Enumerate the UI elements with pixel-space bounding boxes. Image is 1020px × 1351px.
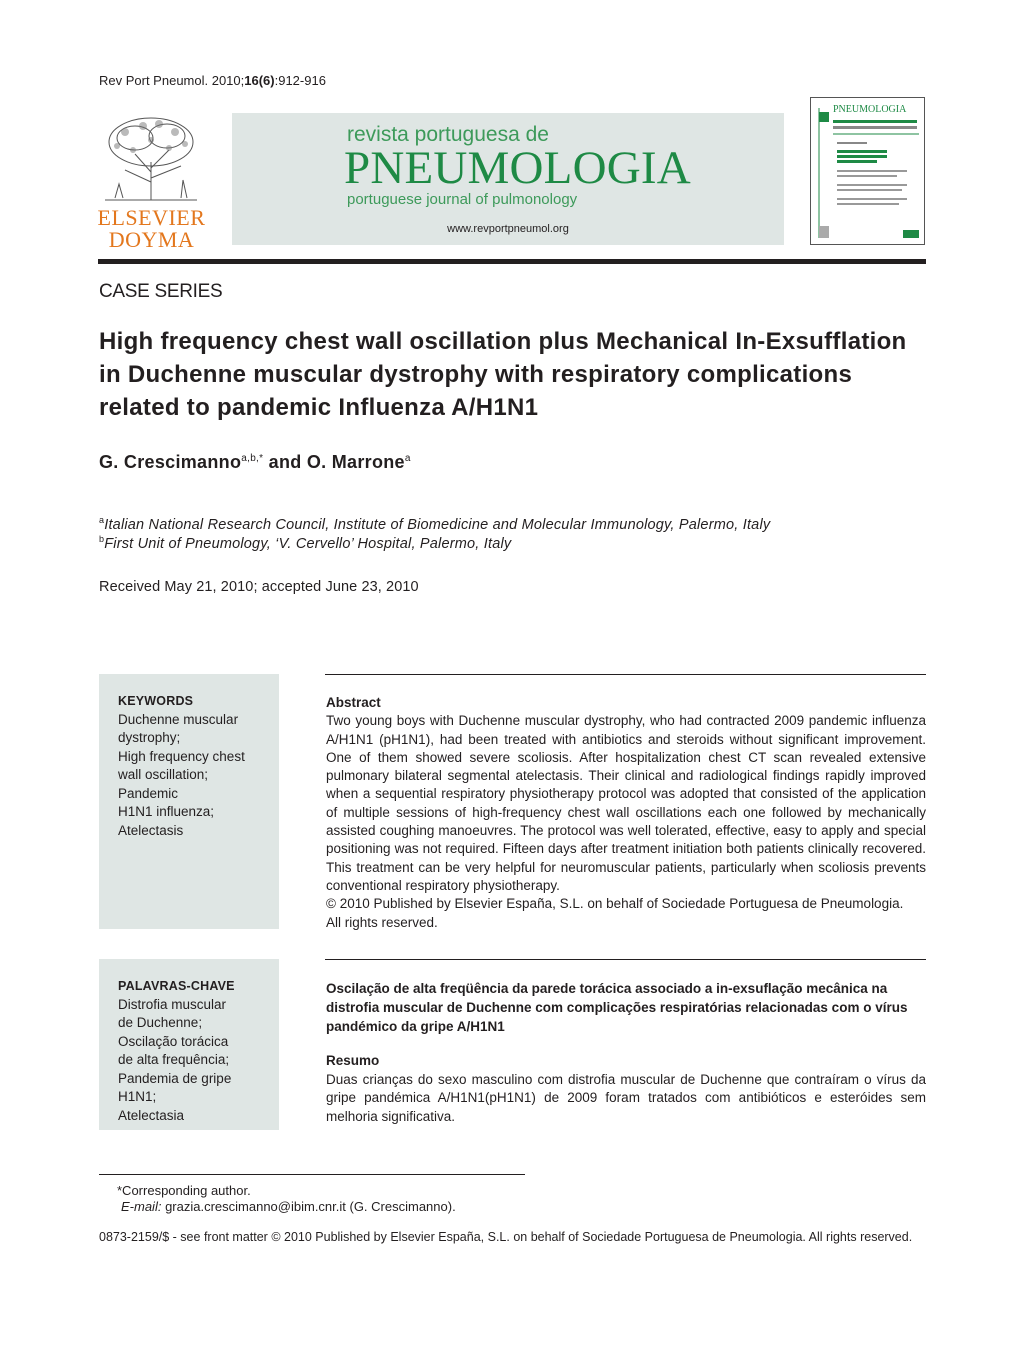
author-affiliation-marker: a — [404, 453, 411, 464]
footnote-rule — [99, 1174, 525, 1175]
journal-url[interactable]: www.revportpneumol.org — [447, 223, 569, 235]
received-dates: Received May 21, 2010; accepted June 23, 2010 — [99, 579, 419, 595]
citation-journal: Rev Port Pneumol. 2010; — [99, 73, 245, 88]
palavra-line: Atelectasia — [118, 1107, 185, 1123]
journal-banner — [232, 113, 784, 245]
resumo-heading: Resumo — [326, 1053, 380, 1068]
email-label: E-mail: — [121, 1199, 162, 1214]
citation-volume: 16(6) — [244, 73, 275, 88]
article-title: High frequency chest wall oscillation plus Mechanical In-Exsufflation in Duchenne muscular dystrophy with respiratory complications related to pandemic Influenza A/H1N1 — [99, 328, 907, 421]
journal-name: PNEUMOLOGIA — [344, 142, 691, 194]
citation-line — [99, 73, 326, 88]
affiliation-a — [99, 515, 770, 533]
palavras-chave-box — [99, 959, 279, 1130]
palavra-line: de alta frequência; — [118, 1052, 230, 1067]
journal-cover-thumbnail — [810, 97, 925, 245]
abstract-rule — [325, 674, 926, 675]
keyword-line: wall oscillation; — [118, 767, 209, 782]
keywords-box — [99, 674, 279, 929]
header-rule — [98, 259, 926, 264]
cover-content-graphic — [811, 98, 924, 244]
citation-pages: :912-916 — [274, 73, 326, 88]
palavras-heading: PALAVRAS-CHAVE — [118, 979, 235, 993]
cover-title: PNEUMOLOGIA — [833, 104, 907, 115]
abstract-rights: All rights reserved. — [326, 914, 438, 930]
corresponding-author-note: *Corresponding author. — [117, 1183, 251, 1198]
elsevier-tree-icon — [95, 112, 208, 204]
palavra-line: Oscilação torácica — [118, 1033, 229, 1049]
affiliation-text: Italian National Research Council, Institute of Biomedicine and Molecular Immunology, Palermo, Italy — [104, 516, 771, 533]
palavra-line: H1N1; — [118, 1089, 157, 1104]
journal-subtitle: revista portuguesa de — [347, 123, 549, 146]
resumo-section — [326, 1052, 926, 1126]
email-note — [121, 1199, 456, 1214]
affiliation-b — [99, 534, 511, 552]
logo-name-line2: DOYMA — [108, 227, 195, 252]
resumo-rule — [325, 959, 926, 960]
portuguese-title: Oscilação de alta freqüência da parede torácica associado a in-exsuflação mecânica na distrofia muscular de Duchenne com complicações respiratórias relacionadas com o vírus pandémico da gripe A/H1N1 — [326, 981, 908, 1034]
keywords-heading: KEYWORDS — [118, 694, 194, 708]
issn-copyright-line: 0873-2159/$ - see front matter © 2010 Published by Elsevier España, S.L. on behalf of Sociedade Portuguesa de Pneumologia. All rights reserved. — [99, 1230, 913, 1244]
keyword-line: High frequency chest — [118, 748, 245, 764]
elsevier-logo — [95, 112, 208, 252]
section-label: CASE SERIES — [99, 281, 223, 302]
abstract-copyright: © 2010 Published by Elsevier España, S.L. on behalf of Sociedade Portuguesa de Pneumologia. — [326, 896, 904, 912]
author-name[interactable]: G. Crescimanno — [99, 452, 242, 472]
keyword-line: Pandemic — [118, 785, 179, 801]
abstract-heading: Abstract — [326, 695, 381, 710]
palavra-line: Pandemia de gripe — [118, 1070, 232, 1086]
journal-english-name: portuguese journal of pulmonology — [347, 191, 578, 208]
logo-name-line1: ELSEVIER — [97, 205, 206, 230]
keyword-line: H1N1 influenza; — [118, 804, 215, 819]
affiliation-marker: b — [99, 534, 105, 544]
author-name[interactable]: O. Marrone — [306, 452, 405, 472]
abstract-text: Two young boys with Duchenne muscular dystrophy, who had contracted 2009 pandemic influenza A/H1N1 (pH1N1), had been treated with antibiotics and steroids without significant improvement. One of them showed severe scoliosis. After hospitalization chest CT scan revealed extensive pulmonary bilateral segmental atelectasis. Their clinical and radiological findings rapidly improved when a sequential respiratory physiotherapy protocol was adopted that consisted of the application of multiple sessions of high-frequency chest wall oscillations each one followed by mechanically assisted coughing manoeuvres. The protocol was well tolerated, effective, easy to apply and special positioning was not required. Fifteen days after treatment initiation both patients clinically recovered. This treatment can be very helpful for neuromuscular patients, particularly when scoliosis prevents conventional respiratory physiotherapy. — [326, 713, 926, 893]
abstract-section — [326, 694, 926, 932]
author-affiliation-marker: a,b,* — [241, 453, 264, 464]
palavra-line: de Duchenne; — [118, 1015, 203, 1030]
affiliation-marker: a — [99, 515, 105, 525]
author-list — [99, 452, 411, 473]
palavra-line: Distrofia muscular — [118, 996, 227, 1012]
keyword-line: Atelectasis — [118, 822, 184, 838]
keyword-line: dystrophy; — [118, 730, 181, 745]
author-separator: and — [263, 452, 307, 472]
affiliation-text: First Unit of Pneumology, ‘V. Cervello’ Hospital, Palermo, Italy — [104, 535, 512, 552]
keyword-line: Duchenne muscular — [118, 711, 239, 727]
resumo-text: Duas crianças do sexo masculino com distrofia muscular de Duchenne que contraíram o vírus da gripe pandémica A/H1N1(pH1N1) de 2009 foram tratados com antibióticos e esteróides sem melhoria significativa. — [326, 1071, 926, 1124]
email-address[interactable]: grazia.crescimanno@ibim.cnr.it (G. Crescimanno). — [161, 1199, 456, 1214]
